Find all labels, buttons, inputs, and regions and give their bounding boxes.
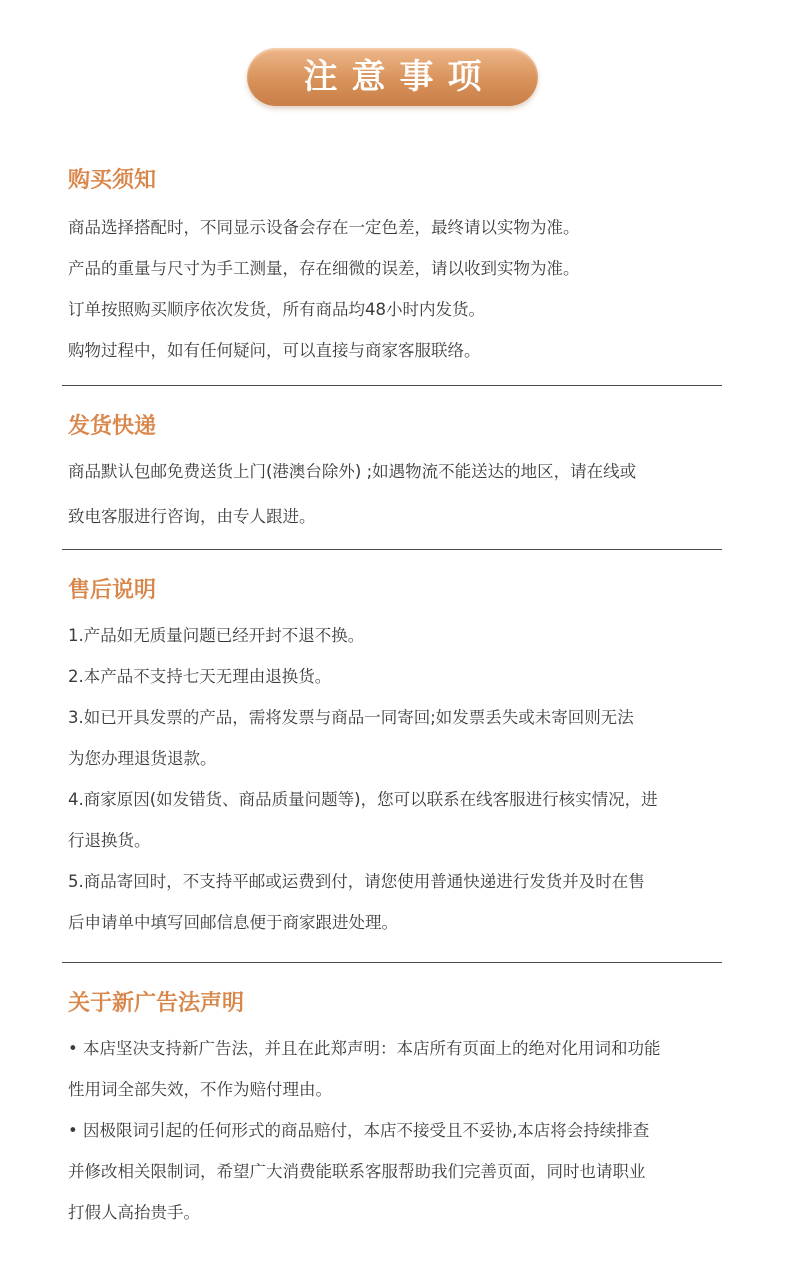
section-title: 售后说明 bbox=[68, 578, 157, 603]
notice-line: 订单按照购买顺序依次发货，所有商品均48小时内发货。 bbox=[68, 300, 485, 319]
notice-line: • 因极限词引起的任何形式的商品赔付，本店不接受且不妥协,本店将会持续排查 bbox=[68, 1121, 650, 1140]
notice-line: 5.商品寄回时，不支持平邮或运费到付，请您使用普通快递进行发货并及时在售 bbox=[68, 872, 645, 891]
notice-line: 4.商家原因(如发错货、商品质量问题等)，您可以联系在线客服进行核实情况，进 bbox=[68, 790, 658, 809]
notice-title-banner: 注意事项 bbox=[247, 48, 538, 106]
notice-line: 打假人高抬贵手。 bbox=[68, 1203, 200, 1222]
notice-line: 并修改相关限制词，希望广大消费能联系客服帮助我们完善页面，同时也请职业 bbox=[68, 1162, 646, 1181]
notice-line: 购物过程中，如有任何疑问，可以直接与商家客服联络。 bbox=[68, 341, 481, 360]
notice-line: 产品的重量与尺寸为手工测量，存在细微的误差，请以收到实物为准。 bbox=[68, 259, 580, 278]
notice-line: 3.如已开具发票的产品，需将发票与商品一同寄回;如发票丢失或未寄回则无法 bbox=[68, 708, 634, 727]
notice-line: 商品默认包邮免费送货上门(港澳台除外) ;如遇物流不能送达的地区，请在线或 bbox=[68, 462, 637, 481]
section-title: 发货快递 bbox=[68, 414, 157, 439]
notice-line: 致电客服进行咨询，由专人跟进。 bbox=[68, 507, 316, 526]
notice-line: • 本店坚决支持新广告法，并且在此郑声明：本店所有页面上的绝对化用词和功能 bbox=[68, 1039, 661, 1058]
purchase-notice-section bbox=[68, 165, 728, 371]
section-title: 关于新广告法声明 bbox=[68, 991, 245, 1016]
section-divider bbox=[62, 385, 722, 386]
section-divider bbox=[62, 962, 722, 963]
ad-law-statement-section bbox=[68, 988, 728, 1233]
section-title: 购买须知 bbox=[68, 168, 157, 193]
notice-line: 商品选择搭配时，不同显示设备会存在一定色差，最终请以实物为准。 bbox=[68, 218, 580, 237]
notice-line: 后申请单中填写回邮信息便于商家跟进处理。 bbox=[68, 913, 398, 932]
notice-line: 性用词全部失效，不作为赔付理由。 bbox=[68, 1080, 332, 1099]
notice-line: 为您办理退货退款。 bbox=[68, 749, 217, 768]
after-sales-section bbox=[68, 575, 728, 943]
notice-line: 行退换货。 bbox=[68, 831, 151, 850]
notice-line: 1.产品如无质量问题已经开封不退不换。 bbox=[68, 626, 365, 645]
notice-line: 2.本产品不支持七天无理由退换货。 bbox=[68, 667, 332, 686]
shipping-section bbox=[68, 411, 728, 537]
section-divider bbox=[62, 549, 722, 550]
